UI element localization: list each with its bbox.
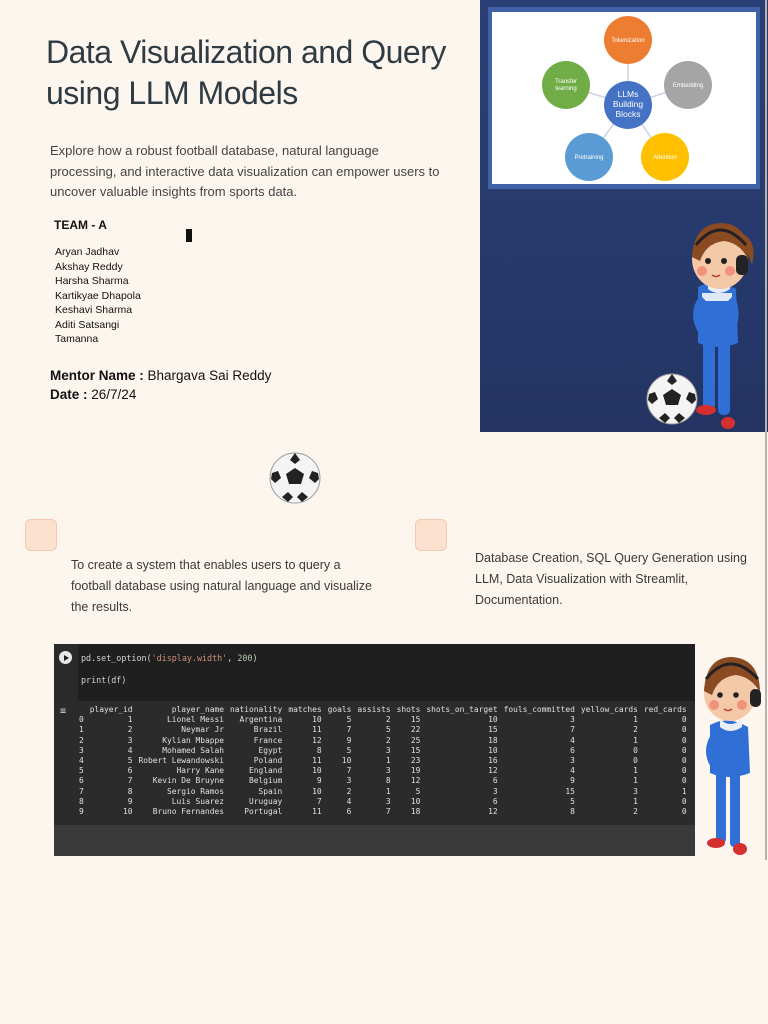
table-cell: 5 [415, 786, 421, 796]
table-cell: 15 [410, 715, 421, 725]
table-cell: 2 [385, 735, 391, 745]
table-cell: 6 [79, 776, 84, 786]
table-cell: Argentina [239, 715, 283, 725]
table-cell: 0 [681, 807, 687, 817]
table-cell: 6 [570, 745, 575, 755]
table-cell: 7 [346, 725, 352, 735]
table-cell: 1 [385, 786, 391, 796]
table-cell: Kylian Mbappe [162, 735, 225, 745]
table-cell: 10 [312, 766, 322, 776]
diagram-center-label: LLMs [617, 89, 639, 99]
table-cell: Bruno Fernandes [152, 807, 225, 817]
intro-paragraph: Explore how a robust football database, natural language processing, and interactive data visualization can empower users to uncover valuable insights from sports data. [50, 143, 440, 199]
table-cell: 10 [488, 715, 498, 725]
soccer-ball-icon [268, 451, 322, 505]
table-cell: 2 [127, 725, 133, 735]
table-row [76, 756, 690, 766]
table-cell: 18 [488, 735, 498, 745]
table-cell: Poland [253, 756, 283, 766]
team-member: Keshavi Sharma [55, 304, 133, 316]
table-cell: 15 [565, 786, 575, 796]
table-cell: 5 [127, 756, 133, 766]
mentor-label: Mentor Name : [50, 368, 144, 383]
table-cell: Sergio Ramos [167, 786, 225, 796]
dataframe-output [76, 705, 690, 817]
table-header-cell: red_cards [643, 705, 687, 714]
table-cell: 0 [681, 715, 687, 725]
team-heading: TEAM - A [54, 218, 107, 232]
mentor-name: Bhargava Sai Reddy [147, 368, 272, 383]
table-row [76, 725, 690, 735]
table-cell: 7 [570, 725, 575, 735]
table-cell: 0 [681, 776, 687, 786]
table-cell: 1 [79, 725, 84, 735]
table-header-cell: assists [357, 705, 391, 714]
code-sep: , [227, 653, 238, 663]
team-member: Akshay Reddy [55, 260, 123, 273]
text-cursor [186, 229, 192, 242]
table-cell: 2 [633, 725, 638, 735]
table-cell: Portugal [244, 807, 283, 817]
diagram-node [641, 133, 689, 181]
table-cell: 1 [681, 786, 687, 796]
table-cell: 8 [127, 786, 133, 796]
table-cell: 11 [312, 756, 322, 766]
table-cell: 2 [633, 807, 638, 817]
table-cell: Robert Lewandowski [138, 756, 225, 766]
table-cell: 3 [346, 776, 352, 786]
table-cell: 8 [79, 796, 84, 806]
table-cell: 25 [410, 735, 421, 745]
table-row [76, 766, 690, 776]
table-cell: 3 [570, 715, 575, 725]
table-cell: 18 [410, 807, 421, 817]
table-cell: 10 [312, 715, 322, 725]
table-header-cell: player_name [171, 705, 225, 714]
team-member: Kartikyae Dhapola [55, 289, 141, 302]
code-string: 'display.width' [151, 653, 228, 663]
table-header-cell: fouls_committed [503, 705, 575, 714]
table-cell: 4 [127, 745, 133, 755]
table-cell: 0 [681, 735, 687, 745]
table-cell: 15 [410, 745, 421, 755]
table-cell: 5 [570, 796, 575, 806]
table-cell: 7 [79, 786, 84, 796]
table-cell: 4 [346, 796, 352, 806]
decorative-tile [415, 519, 447, 551]
decorative-tile [25, 519, 57, 551]
table-cell: 5 [346, 715, 352, 725]
table-cell: 9 [127, 796, 133, 806]
table-cell: 4 [79, 756, 84, 766]
code-line-1 [81, 653, 258, 663]
table-cell: 10 [410, 796, 421, 806]
table-row [76, 807, 690, 817]
table-cell: 12 [312, 735, 322, 745]
diagram-node [604, 16, 652, 64]
table-cell: Mohamed Salah [162, 745, 225, 755]
table-cell: 3 [127, 735, 133, 745]
diagram-node-label: Tokenization [611, 38, 645, 44]
table-cell: 2 [346, 786, 352, 796]
team-member: Aditi Satsangi [55, 318, 120, 331]
diagram-center-label: Building [612, 99, 644, 109]
table-cell: 2 [385, 715, 391, 725]
table-cell: Uruguay [249, 796, 283, 806]
table-header-cell: matches [288, 705, 322, 714]
table-cell: 0 [681, 725, 687, 735]
table-cell: 5 [79, 766, 84, 776]
table-cell: 0 [79, 715, 84, 725]
code-fn: pd.set_option( [81, 653, 152, 663]
table-cell: Spain [258, 786, 283, 796]
table-cell: 3 [492, 786, 498, 796]
table-cell: 8 [316, 745, 322, 755]
table-header-cell: shots [396, 705, 421, 714]
team-members-list [55, 245, 141, 347]
table-cell: 16 [488, 756, 498, 766]
table-cell: Brazil [253, 725, 283, 735]
table-cell: 0 [681, 745, 687, 755]
table-cell: 10 [488, 745, 498, 755]
table-cell: Belgium [249, 776, 283, 786]
date-line [50, 387, 136, 402]
table-cell: Neymar Jr [181, 725, 225, 735]
table-cell: 22 [410, 725, 421, 735]
table-cell: 1 [633, 796, 638, 806]
table-cell: 5 [385, 725, 391, 735]
table-cell: 0 [681, 796, 687, 806]
table-cell: Luis Suarez [171, 796, 225, 806]
table-cell: Egypt [258, 745, 283, 755]
table-cell: 10 [341, 756, 352, 766]
table-cell: 3 [385, 766, 391, 776]
table-cell: 23 [410, 756, 421, 766]
table-cell: 1 [633, 715, 638, 725]
table-cell: 3 [385, 796, 391, 806]
diagram-center-label: Blocks [615, 109, 641, 119]
table-header-cell: shots_on_target [426, 705, 498, 714]
table-cell: 10 [312, 786, 322, 796]
table-cell: 0 [633, 745, 638, 755]
scope-text: Database Creation, SQL Query Generation using LLM, Data Visualization with Streamlit, Documentation. [475, 551, 747, 607]
table-cell: 4 [570, 766, 575, 776]
table-cell: 6 [127, 766, 133, 776]
table-cell: 3 [385, 745, 391, 755]
table-cell: 7 [385, 807, 391, 817]
table-header-cell: yellow_cards [580, 705, 638, 714]
code-number: 200 [237, 653, 253, 663]
page-title: Data Visualization and Query using LLM Models [46, 34, 446, 111]
table-cell: 1 [633, 735, 638, 745]
code-line-2: print(df) [81, 675, 127, 685]
diagram-node-label: Attention [653, 155, 677, 161]
table-cell: 12 [488, 766, 498, 776]
diagram-node-label: Pretraining [574, 155, 604, 161]
table-cell: 1 [127, 715, 133, 725]
diagram-node-label: Transfer [554, 79, 578, 85]
team-member: Harsha Sharma [55, 275, 129, 287]
diagram-node-label: learning [555, 86, 577, 92]
table-cell: 0 [681, 766, 687, 776]
table-row [76, 736, 690, 746]
table-cell: France [253, 735, 283, 745]
diagram-node [565, 133, 613, 181]
character-illustration [698, 655, 768, 857]
date-value: 26/7/24 [91, 387, 137, 402]
team-member: Aryan Jadhav [55, 246, 120, 258]
table-row [76, 797, 690, 807]
table-header-cell: nationality [230, 705, 283, 714]
table-cell: 11 [312, 807, 322, 817]
code-output-screenshot [54, 644, 695, 856]
table-header-row [76, 705, 690, 715]
table-cell: 6 [346, 807, 352, 817]
table-cell: 9 [346, 735, 352, 745]
table-cell: 7 [316, 796, 322, 806]
table-cell: 4 [570, 735, 575, 745]
table-cell: 9 [316, 776, 322, 786]
table-cell: 1 [385, 756, 391, 766]
mentor-line [50, 368, 271, 383]
diagram-node-label: Embedding [672, 83, 704, 89]
table-header-cell: goals [327, 705, 352, 714]
table-cell: Lionel Messi [167, 715, 225, 725]
scrollbar[interactable] [765, 0, 767, 860]
table-cell: 0 [681, 756, 687, 766]
table-cell: 1 [633, 766, 638, 776]
table-cell: 15 [488, 725, 498, 735]
table-cell: 2 [79, 735, 84, 745]
table-cell: Kevin De Bruyne [152, 776, 225, 786]
table-cell: 8 [385, 776, 391, 786]
team-member: Tamanna [55, 333, 99, 345]
table-cell: 9 [570, 776, 575, 786]
objective-text: To create a system that enables users to query a football database using natural language and visualize the results. [71, 558, 372, 614]
table-header-cell [76, 705, 87, 715]
table-cell: 3 [79, 745, 84, 755]
table-cell: 7 [127, 776, 133, 786]
table-cell: 0 [633, 756, 638, 766]
date-label: Date : [50, 387, 88, 402]
table-cell: 3 [633, 786, 638, 796]
table-body [76, 715, 690, 817]
code-end: ) [252, 653, 258, 663]
table-cell: 11 [312, 725, 322, 735]
table-cell: 12 [410, 776, 421, 786]
table-cell: 19 [410, 766, 421, 776]
table-row [76, 746, 690, 756]
table-header-cell: player_id [89, 705, 133, 714]
table-row [76, 787, 690, 797]
table-cell: 6 [492, 776, 498, 786]
table-cell: 9 [79, 807, 84, 817]
table-cell: 3 [570, 756, 575, 766]
diagram-node [542, 61, 590, 109]
table-cell: 10 [123, 807, 133, 817]
table-row [76, 776, 690, 786]
output-footer [54, 825, 695, 856]
play-icon[interactable] [59, 651, 72, 664]
table-cell: 5 [346, 745, 352, 755]
table-cell: 8 [570, 807, 575, 817]
output-icon[interactable]: ≡ [60, 706, 67, 717]
soccer-ball-icon [645, 372, 699, 426]
table-cell: 6 [492, 796, 498, 806]
diagram-center-node [604, 81, 652, 129]
table-cell: 12 [488, 807, 498, 817]
table-cell: 1 [633, 776, 638, 786]
table-cell: 7 [346, 766, 352, 776]
hero-image-panel [480, 0, 768, 432]
table-row [76, 715, 690, 725]
llm-building-blocks-diagram [492, 12, 756, 184]
table-cell: England [249, 766, 283, 776]
diagram-node [664, 61, 712, 109]
table-cell: Harry Kane [176, 766, 225, 776]
